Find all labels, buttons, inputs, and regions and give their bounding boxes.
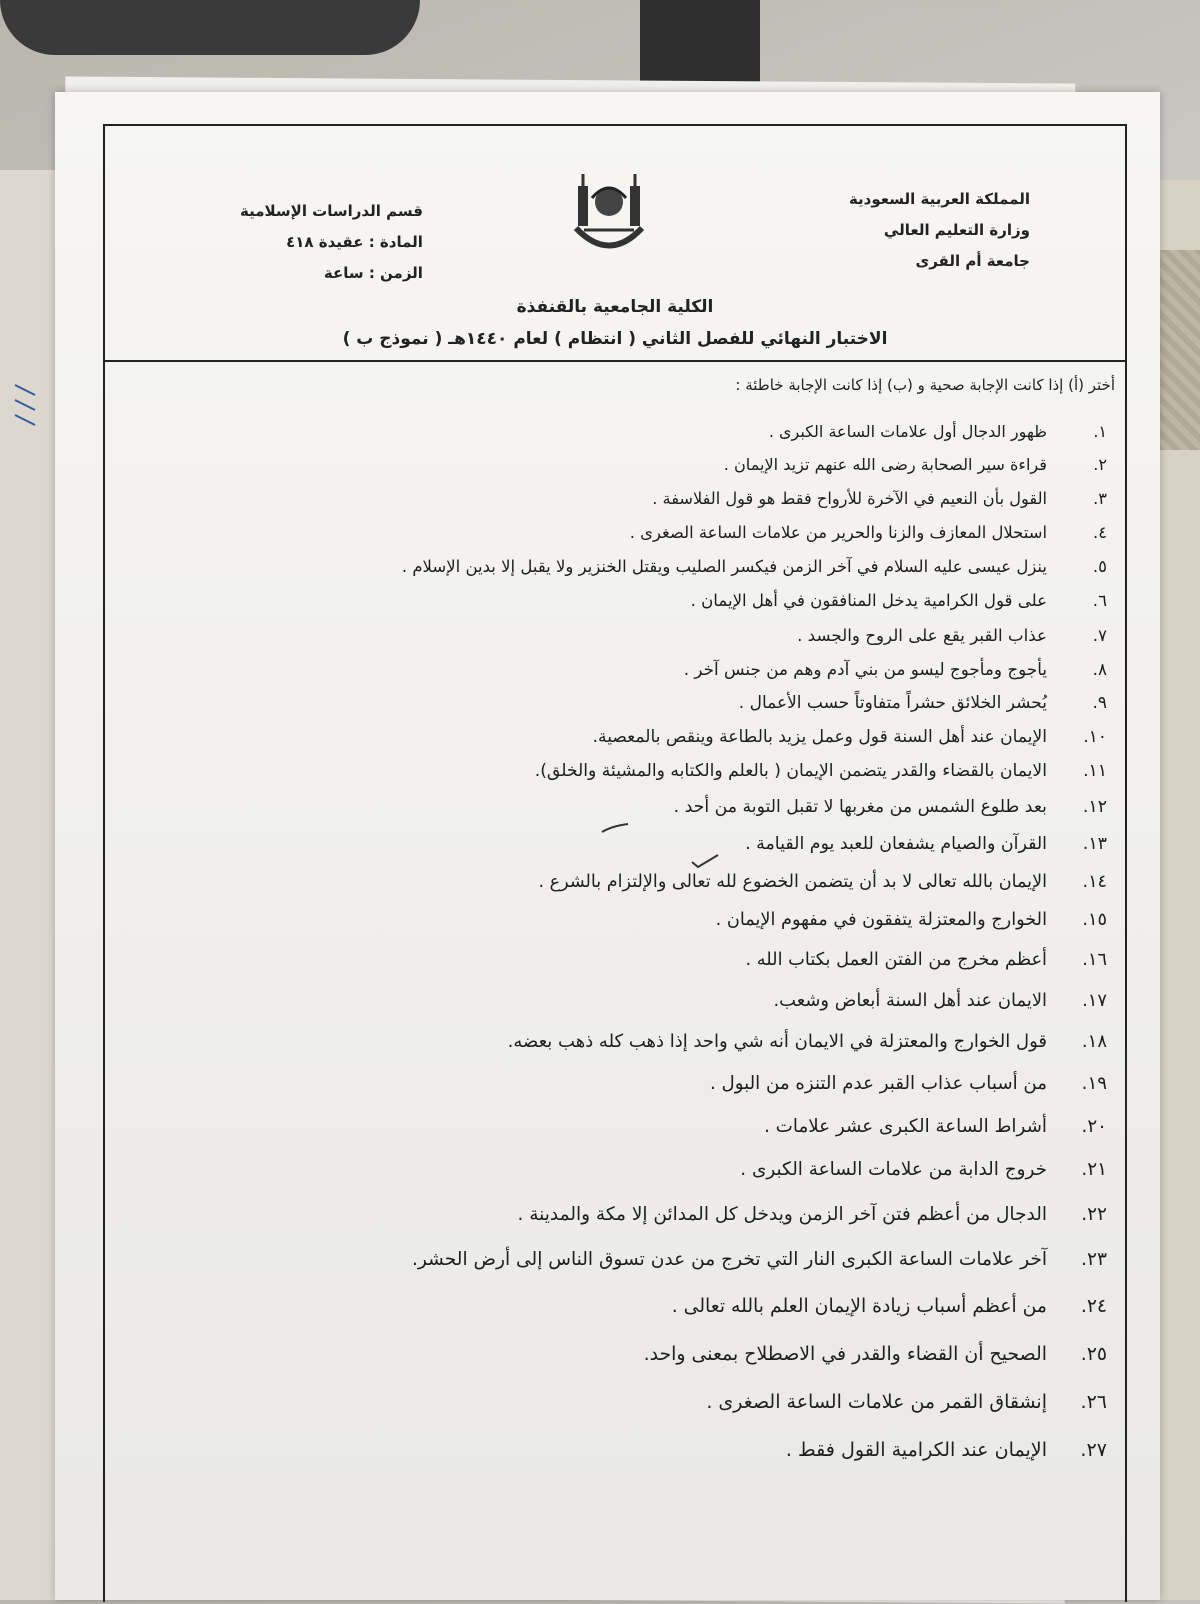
question-text: قراءة سير الصحابة رضى الله عنهم تزيد الإيمان . bbox=[723, 455, 1047, 474]
question-item bbox=[117, 980, 1107, 1021]
question-number: ٩. bbox=[1092, 693, 1107, 713]
exam-heading bbox=[105, 291, 1125, 355]
checkmark-icon bbox=[600, 822, 630, 836]
question-item bbox=[117, 720, 1107, 754]
question-text: ينزل عيسى عليه السلام في آخر الزمن فيكسر الصليب ويقتل الخنزير ولا يقبل إلا بدين الإسلام . bbox=[401, 557, 1047, 576]
question-text: الخوارج والمعتزلة يتفقون في مفهوم الإيمان . bbox=[715, 910, 1047, 930]
question-number: ١. bbox=[1093, 422, 1107, 441]
header-duration: الزمن : ساعة bbox=[323, 264, 423, 282]
question-item bbox=[117, 789, 1107, 826]
question-item bbox=[117, 584, 1107, 618]
exam-paper bbox=[55, 92, 1160, 1600]
background-shadow bbox=[0, 0, 420, 55]
question-number: ٣. bbox=[1093, 489, 1107, 508]
question-number: ٢١. bbox=[1081, 1159, 1107, 1180]
question-list bbox=[117, 416, 1107, 1474]
question-item bbox=[117, 863, 1107, 901]
header-divider bbox=[105, 360, 1125, 362]
question-number: ٢٥. bbox=[1080, 1343, 1107, 1365]
question-text: الصحيح أن القضاء والقدر في الاصطلاح بمعنى واحد. bbox=[643, 1343, 1047, 1365]
question-item bbox=[117, 1021, 1107, 1063]
header-course-block bbox=[240, 196, 423, 289]
question-text: الدجال من أعظم فتن آخر الزمن ويدخل كل المدائن إلا مكة والمدينة . bbox=[517, 1204, 1047, 1225]
question-text: قول الخوارج والمعتزلة في الايمان أنه شي واحد إذا ذهب كله ذهب بعضه. bbox=[507, 1031, 1047, 1052]
question-text: الايمان عند أهل السنة أبعاض وشعب. bbox=[773, 990, 1047, 1011]
question-text: القول بأن النعيم في الآخرة للأرواح فقط هو قول الفلاسفة . bbox=[652, 489, 1047, 508]
question-text: من أعظم أسباب زيادة الإيمان العلم بالله تعالى . bbox=[671, 1296, 1047, 1317]
question-number: ١٤. bbox=[1082, 872, 1107, 892]
question-number: ٢٠. bbox=[1081, 1116, 1107, 1137]
question-item bbox=[117, 686, 1107, 720]
question-item bbox=[117, 1105, 1107, 1148]
header-country: المملكة العربية السعودية bbox=[848, 190, 1030, 208]
question-item bbox=[117, 901, 1107, 940]
college-name: الكلية الجامعية بالقنفذة bbox=[516, 297, 714, 317]
exam-frame bbox=[103, 124, 1127, 1602]
question-text: خروج الدابة من علامات الساعة الكبرى . bbox=[740, 1159, 1047, 1180]
header-subject: المادة : عقيدة ٤١٨ bbox=[286, 233, 423, 251]
question-item bbox=[117, 754, 1107, 789]
question-text: استحلال المعازف والزنا والحرير من علامات الساعة الصغرى . bbox=[629, 523, 1047, 542]
question-number: ٢٢. bbox=[1081, 1204, 1107, 1225]
question-text: الايمان بالقضاء والقدر يتضمن الإيمان ( بالعلم والكتابه والمشيئة والخلق). bbox=[534, 761, 1047, 781]
question-number: ١٧. bbox=[1082, 990, 1107, 1011]
question-number: ٢. bbox=[1093, 455, 1107, 474]
question-number: ١١. bbox=[1083, 761, 1107, 781]
exam-title: الاختبار النهائي للفصل الثاني ( انتظام ) لعام ١٤٤٠هـ ( نموذج ب ) bbox=[342, 329, 888, 349]
question-item bbox=[117, 1148, 1107, 1192]
instructions: أختر (أ) إذا كانت الإجابة صحية و (ب) إذا كانت الإجابة خاطئة : bbox=[735, 376, 1115, 394]
question-item bbox=[117, 482, 1107, 516]
question-number: ٤. bbox=[1092, 523, 1107, 542]
question-item bbox=[117, 448, 1107, 482]
question-item bbox=[117, 1063, 1107, 1105]
question-item bbox=[117, 1378, 1107, 1426]
question-item bbox=[117, 1237, 1107, 1283]
university-logo-icon bbox=[570, 168, 648, 258]
checkmark-icon bbox=[690, 854, 720, 868]
header-ministry: وزارة التعليم العالي bbox=[883, 221, 1030, 239]
question-item bbox=[117, 416, 1107, 448]
question-text: القرآن والصيام يشفعان للعبد يوم القيامة . bbox=[745, 834, 1047, 854]
question-item bbox=[117, 550, 1107, 584]
question-item bbox=[117, 1330, 1107, 1378]
question-number: ١٩. bbox=[1081, 1073, 1107, 1094]
question-number: ٢٤. bbox=[1080, 1296, 1107, 1317]
question-item bbox=[117, 1283, 1107, 1330]
question-number: ١٠. bbox=[1083, 727, 1107, 747]
question-text: يُحشر الخلائق حشراً متفاوتاً حسب الأعمال . bbox=[738, 693, 1047, 713]
question-text: على قول الكرامية يدخل المنافقون في أهل الإيمان . bbox=[690, 591, 1047, 610]
question-text: ظهور الدجال أول علامات الساعة الكبرى . bbox=[768, 422, 1047, 441]
question-text: عذاب القبر يقع على الروح والجسد . bbox=[797, 625, 1047, 645]
question-text: أشراط الساعة الكبرى عشر علامات . bbox=[764, 1116, 1047, 1137]
question-number: ٧. bbox=[1092, 625, 1107, 645]
header-ministry-block bbox=[849, 184, 1030, 277]
question-text: الإيمان بالله تعالى لا بد أن يتضمن الخضوع لله تعالى والإلتزام بالشرع . bbox=[538, 872, 1047, 892]
question-number: ١٨. bbox=[1081, 1031, 1107, 1052]
header-department: قسم الدراسات الإسلامية bbox=[240, 202, 423, 220]
question-number: ٨. bbox=[1092, 659, 1107, 679]
question-number: ٢٦. bbox=[1080, 1391, 1107, 1413]
question-text: بعد طلوع الشمس من مغربها لا تقبل التوبة من أحد . bbox=[673, 797, 1047, 817]
question-number: ١٣. bbox=[1082, 834, 1107, 854]
question-number: ١٥. bbox=[1082, 910, 1107, 930]
header-university: جامعة أم القرى bbox=[915, 252, 1030, 270]
question-text: أعظم مخرج من الفتن العمل بكتاب الله . bbox=[745, 949, 1047, 970]
question-text: من أسباب عذاب القبر عدم التنزه من البول . bbox=[709, 1073, 1047, 1094]
question-text: الإيمان عند الكرامية القول فقط . bbox=[785, 1438, 1047, 1461]
question-text: إنشقاق القمر من علامات الساعة الصغرى . bbox=[706, 1391, 1047, 1413]
question-item bbox=[117, 1426, 1107, 1474]
question-item bbox=[117, 652, 1107, 686]
question-item bbox=[117, 618, 1107, 652]
question-text: يأجوج ومأجوج ليسو من بني آدم وهم من جنس آخر . bbox=[683, 659, 1047, 679]
question-number: ٦. bbox=[1092, 591, 1107, 610]
question-number: ١٦. bbox=[1082, 949, 1107, 970]
question-item bbox=[117, 516, 1107, 550]
pen-mark bbox=[10, 380, 50, 440]
question-number: ٢٣. bbox=[1081, 1249, 1107, 1270]
question-number: ٢٧. bbox=[1080, 1438, 1107, 1461]
question-text: الإيمان عند أهل السنة قول وعمل يزيد بالطاعة وينقص بالمعصية. bbox=[592, 727, 1047, 747]
question-number: ٥. bbox=[1092, 557, 1107, 576]
question-number: ١٢. bbox=[1082, 797, 1107, 817]
question-text: آخر علامات الساعة الكبرى النار التي تخرج من عدن تسوق الناس إلى أرض الحشر. bbox=[412, 1249, 1047, 1270]
question-item bbox=[117, 1192, 1107, 1237]
background-legs bbox=[640, 0, 760, 85]
question-item bbox=[117, 940, 1107, 980]
